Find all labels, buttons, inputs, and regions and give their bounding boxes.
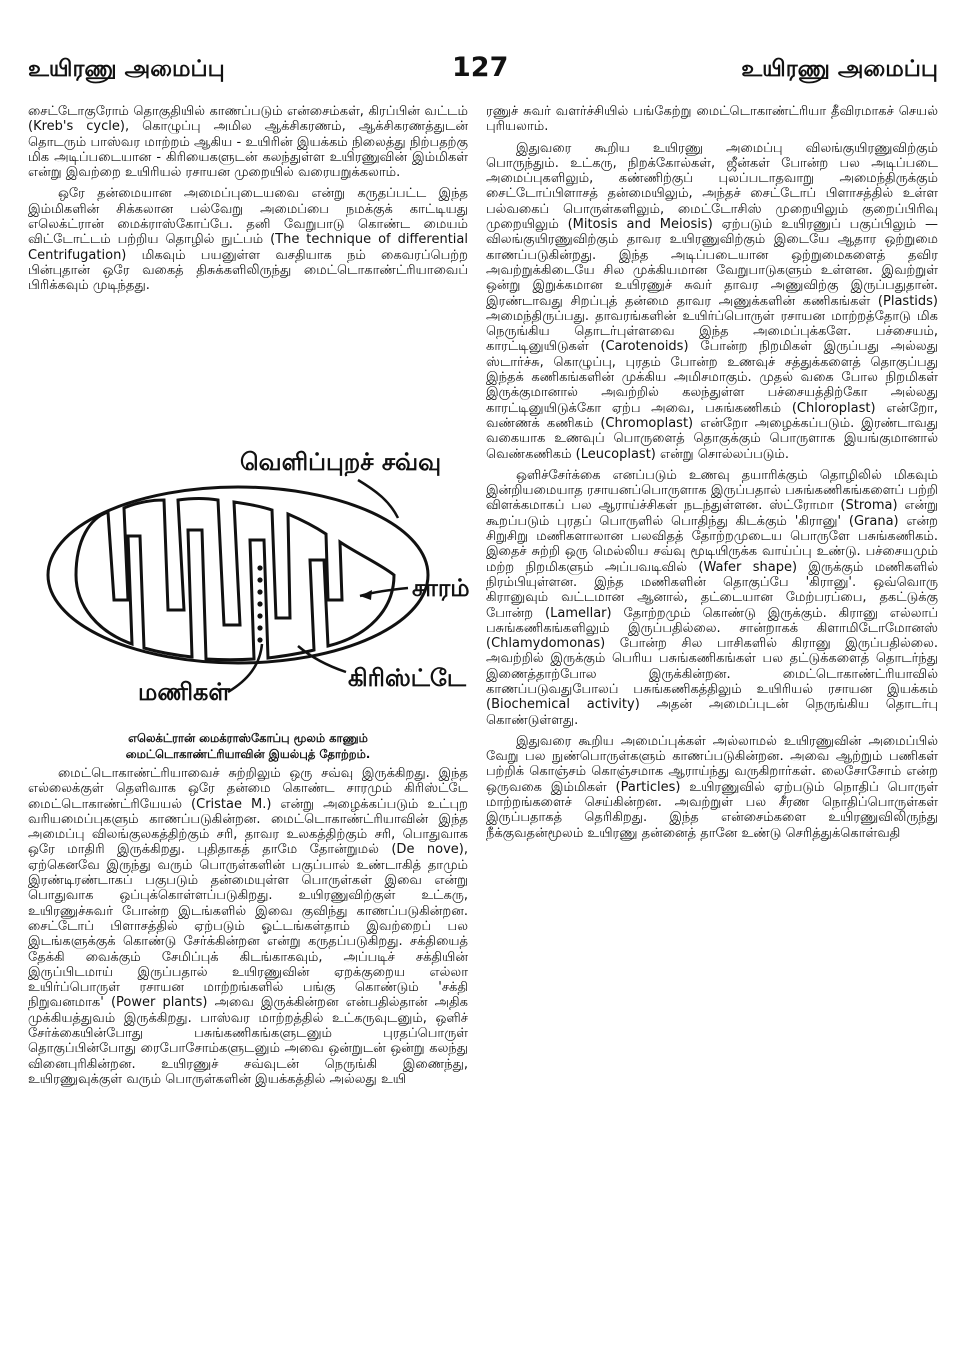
page-header xyxy=(0,0,966,90)
left-column-top xyxy=(28,104,468,436)
paragraph: இதுவரை கூறிய உயிரணு அமைப்பு விலங்குயிரணுவிற்கும் பொருந்தும். உட்கரு, நிறக்கோல்கள், ஜீன்கள் போன்ற பல அடிப்படை அமைப்புகளிலும், கண்ணிற்குப் புலப்படாதவாறு அமைந்திருக்கும் சைட்டோப்பிளாசத் தன்மையிலும், அந்தச் சைட்டோப் பிளாசத்தில் உள்ள பல்வகைப் பொருள்களிலும், மைட்டோசிஸ் முறையிலும் குறைப்பிரிவு முறையிலும் (Mitosis and Meiosis) ஏற்படும் உயிரணுப் பகுப்பிலும் —விலங்குயிரணுவிற்கும் தாவர உயிரணுவிற்கும் இடையே ஆதார ஒற்றுமை காணப்படுகின்றது. இந்த அடிப்படையான ஒற்றுமைகளைத் தவிர அவற்றுக்கிடையே சில முக்கியமான வேறுபாடுகளும் உள்ளன. இவற்றுள் ஒன்று இறுக்கமான உயிரணுச் சுவர் தாவர அணுவிற்கு இருப்பதுதான். இரண்டாவது சிறப்புத் தன்மை தாவர அணுக்களின் கணிகங்கள் (Plastids) அமைந்திருப்பது. தாவரங்களின் உயிர்ப்பொருள் ரசாயன மாற்றத்தோடு மிக நெருங்கிய தொடர்புள்ளவை இந்த அமைப்புக்களே. பச்சையம், காரட்டினுயிடுகள் (Carotenoids) போன்ற நிறமிகள் இருப்பது அல்லது ஸ்டார்ச்சு, கொழுப்பு, புரதம் போன்ற உணவுச் சத்துக்களைத் தொகுப்பது இந்தக் கணிகங்களின் முக்கிய அமிசமாகும். முதல் வகை போல நிறமிகள் இருக்குமானால் அவற்றில் கலந்துள்ள பச்சையத்திற்கோ அல்லது காரட்டினுயிடுக்கோ ஏற்ப அவை, பசுங்கணிகம் (Chloroplast) என்றோ, வண்ணக் கணிகம் (Chromoplast) என்றோ அழைக்கப்படும். இரண்டாவது வகையாக உணவுப் பொருளைத் தொகுக்கும் பொருளாக இயங்குமானால் வெண்கணிகம் (Leucoplast) என்று சொல்லப்படும். xyxy=(486,140,938,462)
paragraph: மைட்டொகாண்ட்ரியாவைச் சுற்றிலும் ஒரு சவ்வு இருக்கிறது. இந்த எல்லைக்குள் தெளிவாக ஒரே தன்மை கொண்ட சாரமும் கிரிஸ்ட்டே மைட்டொகாண்ட்ரியேயல் (Cristae M.) என்று அழைக்கப்படும் உட்புற வரியமைப்புகளும் காணப்படுகின்றன. மைட்டொகாண்ட்ரியாவின் இந்த அமைப்பு விலங்குலகத்திற்கும் சரி, தாவர உலகத்திற்கும் சரி, பொதுவாக ஒரே மாதிரி இருக்கிறது. புதிதாகத் தாமே தோன்றுமல் (De nove), ஏற்கெனவே இருந்து வரும் பொருள்களின் பகுப்பால் உண்டாகித் தாமும் இரண்டிரண்டாகப் பகுபடும் தன்மையுள்ள பொருள்கள் இவை என்று பொதுவாக ஒப்புக்கொள்ளப்படுகிறது. உயிரணுவிற்குள் உட்கரு, உயிரணுச்சுவர் போன்ற இடங்களில் இவை குவிந்து காணப்படுகின்றன. சைட்டோப் பிளாசத்தில் ஏற்படும் ஓட்டங்கள்தாம் இவற்றைப் பல இடங்களுக்குக் கொண்டு சேர்க்கின்றன என்று கருதப்படுகிறது. சக்தியைத் தேக்கி வைக்கும் சேமிப்புக் கிடங்காகவும், அப்படிச் சக்தியின் இருப்பிடமாய் இருப்பதால் உயிரணுவின் ஏறக்குறைய எல்லா உயிர்ப்பொருள் ரசாயன மாற்றங்களில் பங்கு கொண்டும் 'சக்தி நிறுவனமாக' (Power plants) அவை இருக்கின்றன என்பதில்தான் அதிக முக்கியத்துவம் இருக்கிறது. பாஸ்வர மாற்றத்தில் உட்கருவுடனும், ஒளிச் சேர்க்கையின்போது பசுங்கணிகங்களுடனும் புரதப்பொருள் தொகுப்பின்போது ரைபோசோம்களுடனும் அவை ஒன்றுடன் ஒன்று கலந்து வினைபுரிகின்றன. உயிரணுச் சவ்வுடன் நெருங்கி இணைந்து, உயிரணுவுக்குள் வரும் பொருள்களின் இயக்கத்தில் அல்லது உயி xyxy=(28,766,468,1087)
granule-dots xyxy=(257,565,262,642)
running-title-left: உயிரணு அமைப்பு xyxy=(28,56,225,82)
page-number: 127 xyxy=(452,52,509,83)
caption-line-1: எலெக்ட்ரான் மைக்ராஸ்கோப்பு மூலம் காணும் xyxy=(128,731,368,745)
figure-caption xyxy=(28,730,468,762)
label-matrix: சாரம் xyxy=(412,574,470,602)
caption-line-2: மைட்டொகாண்ட்ரியாவின் இயல்புத் தோற்றம். xyxy=(125,747,371,761)
right-column xyxy=(486,104,938,1350)
mitochondrion-figure xyxy=(28,440,468,764)
granules-pointer xyxy=(228,644,262,692)
label-cristae: கிரிஸ்ட்டே xyxy=(348,664,466,692)
label-outer-membrane: வெளிப்புறச் சவ்வு xyxy=(240,448,442,476)
running-title-right: உயிரணு அமைப்பு xyxy=(741,56,938,82)
paragraph: இதுவரை கூறிய அமைப்புக்கள் அல்லாமல் உயிரணுவின் அமைப்பில் வேறு பல நுண்பொருள்களும் காணப்படுகின்றன. அவை ஆற்றும் பணிகள் பற்றிக் கொஞ்சம் கொஞ்சமாக ஆராய்ந்து வருகிறார்கள். லைசோசோம் என்ற ஒருவகை இம்மிகள் (Particles) உயிரணுவில் ஏற்படும் நொதிப் பொருள் மாற்றங்களைச் செய்கின்றன. அவற்றுள் பல சீரண நொதிப்பொருள்கள் இருப்பதாகத் தெரிகிறது. இந்த என்சைம்களை உயிரணுவிலிருந்து நீக்குவதன்மூலம் உயிரணு தன்னைத் தானே உண்டு செரித்துக்கொள்வதி xyxy=(486,733,938,841)
left-column-bottom xyxy=(28,766,468,1350)
membrane-pointer xyxy=(358,480,398,518)
paragraph: ரணுச் சுவர் வளர்ச்சியில் பங்கேற்று மைட்டொகாண்ட்ரியா தீவிரமாகச் செயல் புரியலாம். xyxy=(486,104,938,135)
paragraph: ஒளிச்சேர்க்கை எனப்படும் உணவு தயாரிக்கும் தொழிலில் மிகவும் இன்றியமையாத ரசாயனப்பொருளாக இருப்பதால் பசுங்கணிகங்களைப் பற்றி விளக்கமாகப் பல ஆராய்ச்சிகள் நடந்துள்ளன. ஸ்ட்ரோமா (Stroma) என்று கூறப்படும் புரதப் பொருளில் பொதிந்து கிடக்கும் 'கிரானு' (Grana) என்ற சிறுசிறு மணிகளாலான பலவிதத் தோற்றமுடைய பொருளே பசுங்கணிகம். இதைச் சுற்றி ஒரு மெல்லிய சவ்வு மூடியிருக்க வாய்ப்பு உண்டு. பச்சையமும் மற்ற நிறமிகளும் அப்பவடிவில் (Wafer shape) இருக்கும் மணிகளில் நிரம்பியுள்ளன. இந்த மணிகளின் தொகுப்பே 'கிரானு'. ஒவ்வொரு கிரானுவும் வட்டமான ஆனால், தட்டையான மேற்பரப்பை, தகட்டுக்கு போன்ற (Lamellar) தோற்றமும் கொண்டு இருக்கும். கிரானு எல்லாப் பசுங்கணிகங்களிலும் இருப்பதில்லை. சான்றாகக் கிளாமிடோமோனஸ் (Chlamydomonas) போன்ற சில பாசிகளில் கிரானு இருப்பதில்லை. அவற்றில் இருக்கும் பெரிய பசுங்கணிகங்கள் பல தட்டுக்களைத் தொடர்ந்து இணைத்தாற்போல இருக்கின்றன. மைட்டொகாண்ட்ரியாவில் காணப்படுவதுபோலப் பசுங்கணிகத்திலும் உயிரியல் ரசாயன இயக்கம் (Biochemical activity) அதன் அமைப்புடன் நெருங்கிய தொடர்பு கொண்டுள்ளது. xyxy=(486,467,938,728)
paragraph: ஒரே தன்மையான அமைப்புடையவை என்று கருதப்பட்ட இந்த இம்மிகளின் சிக்கலான பல்வேறு அமைப்பை நமக்குக் காட்டியது எலெக்ட்ரான் மைக்ராஸ்கோப்பே. தனி வேறுபாடு கொண்ட மையம் விட்டோட்டம் பற்றிய தொழில் நுட்பம் (The technique of differential Centrifugation) மிகவும் பயனுள்ள வசதியாக நம் கைவரப்பெற்ற பின்புதான் ஒரே வகைத் திசுக்களிலிருந்து மைட்டொகாண்ட்ரியாவைப் பிரிக்கவும் முடிந்தது. xyxy=(28,186,468,294)
label-granules: மணிகள் xyxy=(138,678,231,706)
inner-membrane-cristae-shape xyxy=(76,499,394,660)
paragraph: சைட்டோகுரோம் தொகுதியில் காணப்படும் என்சைம்கள், கிரப்பின் வட்டம் (Kreb's cycle), கொழுப்பு அமில ஆக்சிகரணம், ஆக்சிகரணத்துடன் தொடரும் பாஸ்வர மாற்றம் ஆகிய - உயிரின் இயக்கம் நிலைத்து நிற்பதற்கு மிக அடிப்படையான - கிரியைகளுடன் கலந்துள்ள உயிரணுவின் இம்மிகள் என்று இவற்றை உயிரியல் ரசாயன முறையில் வரையறுக்கலாம். xyxy=(28,104,468,181)
